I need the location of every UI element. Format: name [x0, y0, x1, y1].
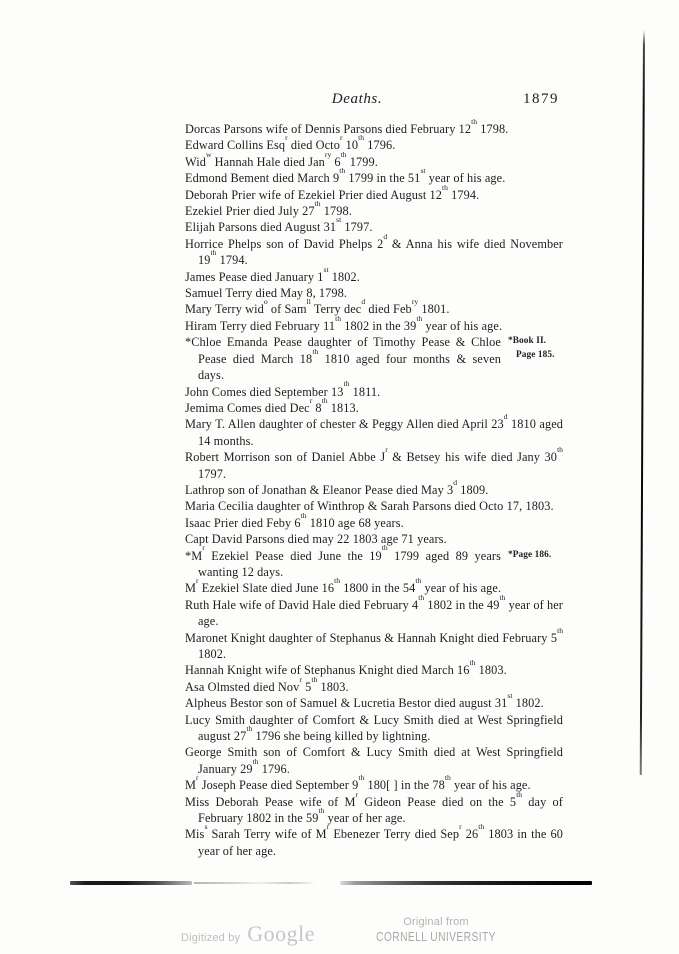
- death-records-list: [185, 116, 564, 859]
- death-record-entry: $*M^r$ Ezekiel Pease died June the 19th 1799 aged 89 years wanting 12 days. *Page 186.: [185, 548, 563, 581]
- death-record-entry: Edmond Bement died March 9th 1799 in the 51st year of his age.: [185, 166, 506, 186]
- death-record-entry: Elijah Parsons died August 31st 1797.: [185, 215, 373, 235]
- digitized-by-label: Digitized by: [181, 932, 241, 944]
- death-record-entry: James Pease died January 1st 1802.: [185, 264, 360, 284]
- death-record-entry: Ezekiel Prier died July 27th 1798.: [185, 198, 352, 219]
- death-record-entry: *Chloe Emanda Pease daughter of Timothy Pease & Chloe Pease died March 18th 1810 aged four months & seven days. *Book II. Page 185.: [185, 334, 563, 383]
- death-record-entry: Samuel Terry died May 8, 1798.: [185, 286, 348, 301]
- death-record-entry: Dorcas Parsons wife of Dennis Parsons died February 12th 1798.: [185, 116, 509, 136]
- margin-note: [508, 335, 570, 362]
- death-record-entry: $M^r$ Joseph Pease died September 9th 180[ ] in the 78th year of his age.: [185, 773, 531, 793]
- death-record-entry: Alpheus Bestor son of Samuel & Lucretia Bestor died august 31st 1802.: [185, 691, 544, 711]
- provenance-note: [363, 916, 509, 944]
- page-title: Deaths.: [331, 91, 383, 107]
- death-record-entry: Horrice Phelps son of David Phelps 2$^d$ & Anna his wife died November 19th 1794.: [185, 231, 563, 268]
- death-record-entry: Hannah Knight wife of Stephanus Knight died March 16th 1803.: [185, 658, 507, 678]
- death-record-entry: Miss Deborah Pease wife of $M^r$ Gideon Pease died on the 5th day of February 1802 in the 59th year of her age.: [185, 789, 563, 826]
- scan-bottom-rule-left: [70, 881, 192, 885]
- margin-note: [508, 549, 570, 563]
- death-record-entry: Asa Olmsted died Nov$^r$ 5th 1803.: [185, 674, 349, 694]
- death-record-entry: Maria Cecilia daughter of Winthrop & Sarah Parsons died Octo 17, 1803.: [185, 499, 554, 514]
- death-record-entry: George Smith son of Comfort & Lucy Smith died at West Springfield January 29th 1796.: [185, 745, 563, 776]
- death-record-entry: Wid$^w$ Hannah Hale died Jan$^{ry}$ 6th 1799.: [185, 149, 378, 169]
- death-record-entry: Robert Morrison son of Daniel Abbe $J^r$ & Betsey his wife died Jany 30th 1797.: [185, 445, 563, 481]
- death-record-entry: Maronet Knight daughter of Stephanus & Hannah Knight died February 5th 1802.: [185, 625, 563, 661]
- death-record-entry: Capt David Parsons died may 22 1803 age 71 years.: [185, 532, 447, 547]
- death-record-entry: Hiram Terry died February 11th 1802 in the 39th year of his age.: [185, 313, 503, 333]
- page-number: 1879: [523, 91, 559, 107]
- death-record-entry: Isaac Prier died Feby 6th 1810 age 68 years.: [185, 510, 404, 530]
- death-record-entry: Mary T. Allen daughter of chester & Peggy Allen died April 23$^d$ 1810 aged 14 months.: [185, 412, 563, 448]
- original-from-label: Original from: [403, 916, 469, 928]
- scan-page-edge-line: [640, 30, 645, 775]
- google-logo: Google: [247, 921, 316, 946]
- death-record-entry: Jemima Comes died Dec$^r$ 8th 1813.: [185, 395, 359, 415]
- death-record-entry: John Comes died September 13th 1811.: [185, 379, 381, 399]
- death-record-entry: Edward Collins Esq$^r$ died Octo$^r$ 10th 1796.: [185, 133, 396, 153]
- death-record-entry: Mary Terry wid$^o$ of Sam$^{ll}$ Terry dec$^d$ died Feb$^{ry}$ 1801.: [185, 297, 450, 317]
- death-record-entry: Ruth Hale wife of David Hale died February 4th 1802 in the 49th year of her age.: [185, 592, 563, 629]
- scan-bottom-rule-middle: [194, 882, 314, 884]
- digitized-by-google: [181, 921, 315, 947]
- margin-note-line: *Page 186.: [508, 549, 552, 560]
- death-record-entry: Lathrop son of Jonathan & Eleanor Pease died May 3$^d$ 1809.: [185, 477, 489, 497]
- death-record-entry: Lucy Smith daughter of Comfort & Lucy Smith died at West Springfield august 27th 1796 she being killed by lightning.: [185, 712, 563, 744]
- death-record-entry: $M^r$ Ezekiel Slate died June 16th 1800 in the 54th year of his age.: [185, 576, 502, 596]
- margin-note-line: *Book II.: [508, 336, 547, 347]
- death-record-entry: Mis$^s$ Sarah Terry wife of $M^r$ Ebenezer Terry died Sep$^r$ 26th 1803 in the 60 year of her age.: [185, 822, 564, 858]
- institution-label: CORNELL UNIVERSITY: [376, 930, 496, 944]
- margin-note-line: Page 185.: [516, 349, 555, 360]
- scan-bottom-rule-right: [340, 881, 592, 885]
- death-record-entry: Deborah Prier wife of Ezekiel Prier died August 12th 1794.: [185, 182, 480, 202]
